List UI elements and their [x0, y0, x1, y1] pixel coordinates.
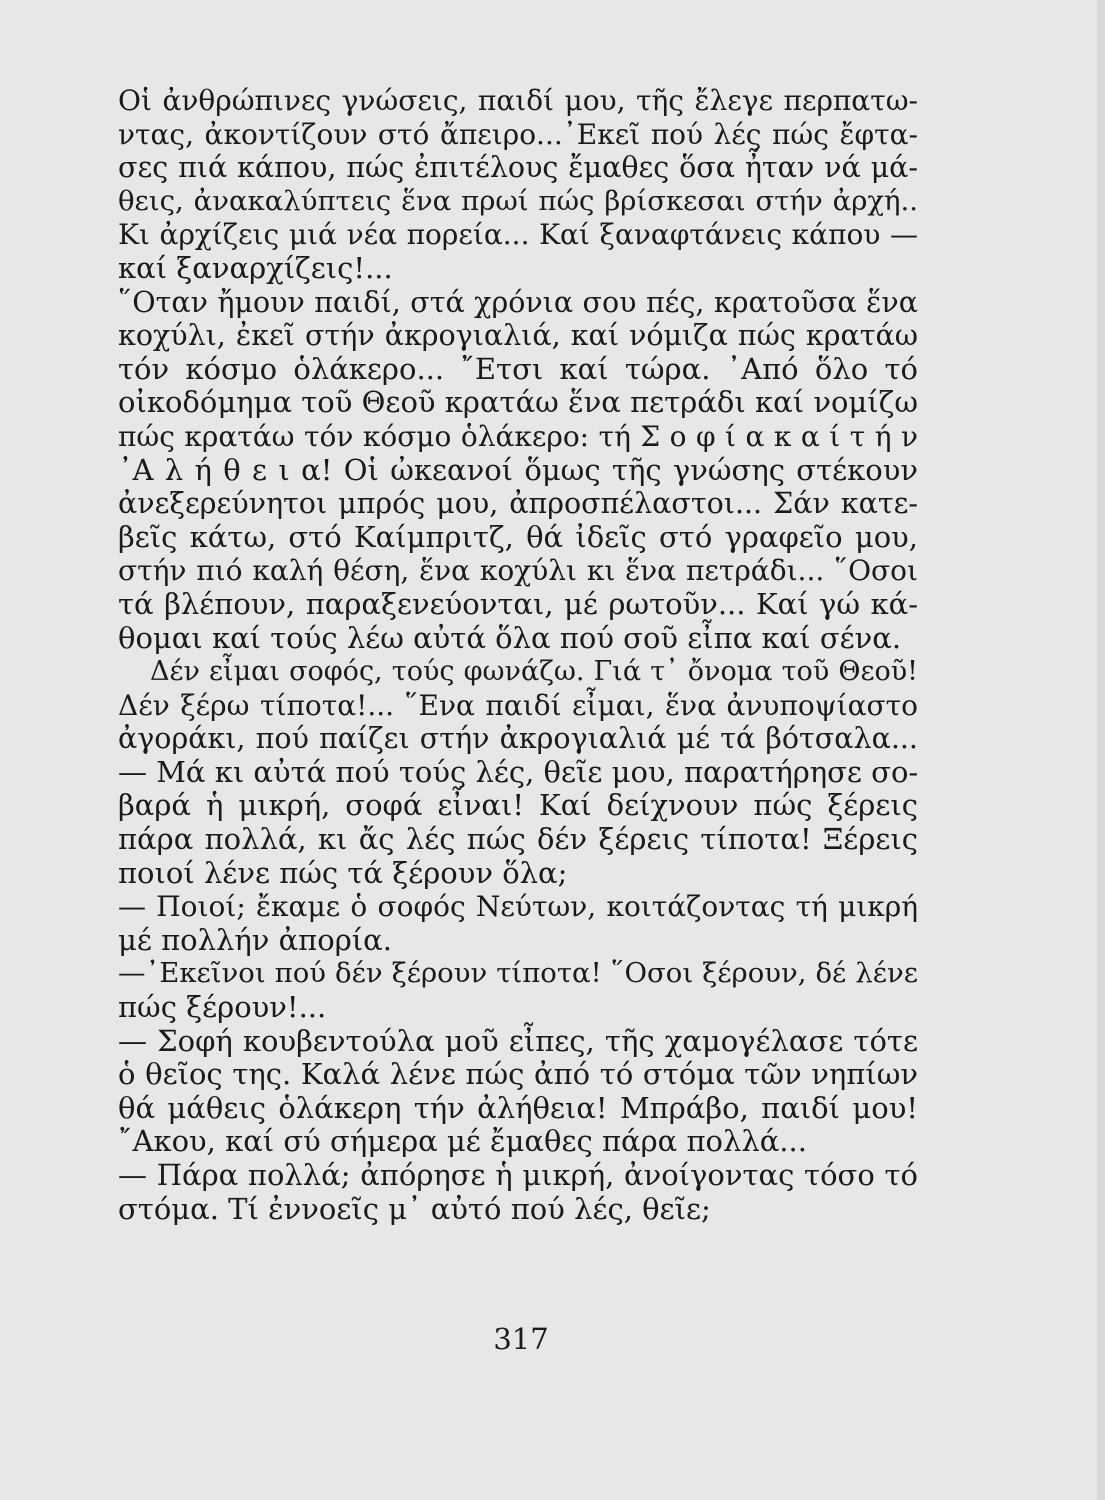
text-line: — Ποιοί; ἔκαμε ὁ σοφός Νεύτων, κοιτάζοντας τή μικρή [118, 890, 918, 924]
text-line: πάρα πολλά, κι ἄς λές πώς δέν ξέρεις τίποτα! Ξέρεις [118, 822, 918, 857]
text-line: βαρά ἡ μικρή, σοφά εἶναι! Καί δείχνουν πώς ξέρεις [118, 788, 918, 823]
text-line: στήν πιό καλή θέση, ἕνα κοχύλι κι ἕνα πετράδι... ῞Οσοι [118, 554, 918, 588]
text-line: ντας, ἀκοντίζουν στό ἄπειρο...᾽Εκεῖ πού λές πώς ἔφτα- [118, 117, 918, 151]
text-line: κοχύλι, ἐκεῖ στήν ἀκρογιαλιά, καί νόμιζα πώς κρατάω [118, 319, 918, 353]
text-line: θεις, ἀνακαλύπτεις ἕνα πρωί πώς βρίσκεσαι στήν ἀρχή.. [118, 184, 918, 217]
text-line: Δέν ξέρω τίποτα!... ῞Ενα παιδί εἶμαι, ἕνα ἀνυποψίαστο [118, 688, 918, 722]
text-line: ᾽Α λ ή θ ε ι α! Οἱ ὠκεανοί ὅμως τῆς γνώσης στέκουν [118, 452, 918, 487]
text-line: βεῖς κάτω, στό Καίμπριτζ, θά ἰδεῖς στό γραφεῖο μου, [118, 519, 918, 554]
text-line: Κι ἀρχίζεις μιά νέα πορεία... Καί ξαναφτάνεις κάπου — [118, 218, 918, 252]
body-text [118, 84, 918, 1226]
text-line: μέ πολλήν ἀπορία. [118, 922, 392, 957]
text-line: —᾽Εκεῖνοι πού δέν ξέρουν τίποτα! ῞Οσοι ξέρουν, δέ λένε [118, 957, 918, 990]
text-line: — Μά κι αὐτά πού τούς λές, θεῖε μου, παρατήρησε σο- [118, 754, 919, 789]
text-line: — Σοφή κουβεντούλα μοῦ εἶπες, τῆς χαμογέλασε τότε [118, 1023, 918, 1058]
text-line: σες πιά κάπου, πώς ἐπιτέλους ἔμαθες ὅσα ἦταν νά μά- [118, 151, 918, 185]
text-line: ὁ θεῖος της. Καλά λένε πώς ἀπό τό στόμα τῶν νηπίων [118, 1057, 918, 1092]
text-line: ἀνεξερεύνητοι μπρός μου, ἀπροσπέλαστοι... Σάν κατε- [118, 487, 918, 521]
text-line: θομαι καί τούς λέω αὐτά ὅλα πού σοῦ εἶπα καί σένα. [118, 620, 902, 655]
text-line: τόν κόσμο ὁλάκερο... ῎Ετσι καί τώρα. ᾽Από ὅλο τό [118, 351, 918, 386]
text-line: θά μάθεις ὁλάκερη τήν ἀλήθεια! Μπράβο, παιδί μου! [118, 1090, 918, 1125]
text-line: Δέν εἶμαι σοφός, τούς φωνάζω. Γιά τ᾽ ὄνομα τοῦ Θεοῦ! [150, 656, 918, 688]
text-line: ῞Οταν ἤμουν παιδί, στά χρόνια σου πές, κρατοῦσα ἕνα [118, 285, 918, 319]
text-line: στόμα. Τί ἐννοεῖς μ᾽ αὐτό πού λές, θεῖε; [118, 1191, 711, 1226]
text-line: ῎Ακου, καί σύ σήμερα μέ ἔμαθες πάρα πολλά... [118, 1124, 807, 1159]
text-line: Οἱ ἀνθρώπινες γνώσεις, παιδί μου, τῆς ἔλεγε περπατω- [118, 84, 918, 117]
text-line: ἀγοράκι, πού παίζει στήν ἀκρογιαλιά μέ τά βότσαλα... [118, 722, 918, 756]
text-line: καί ξαναρχίζεις!... [118, 250, 393, 285]
text-line: πώς κρατάω τόν κόσμο ὁλάκερο: τή Σ ο φ ί α κ α ί τ ή ν [118, 419, 918, 453]
text-line: οἰκοδόμημα τοῦ Θεοῦ κρατάω ἕνα πετράδι καί νομίζω [118, 385, 918, 420]
page-edge [1097, 0, 1105, 1500]
text-line: τά βλέπουν, παραξενεύονται, μέ ρωτοῦν... Καί γώ κά- [118, 586, 918, 621]
page-number: 317 [493, 1322, 549, 1356]
text-line: πώς ξέρουν!... [118, 990, 327, 1025]
text-line: ποιοί λένε πώς τά ξέρουν ὅλα; [118, 855, 568, 890]
text-line: — Πάρα πολλά; ἀπόρησε ἡ μικρή, ἀνοίγοντας τόσο τό [118, 1158, 918, 1192]
